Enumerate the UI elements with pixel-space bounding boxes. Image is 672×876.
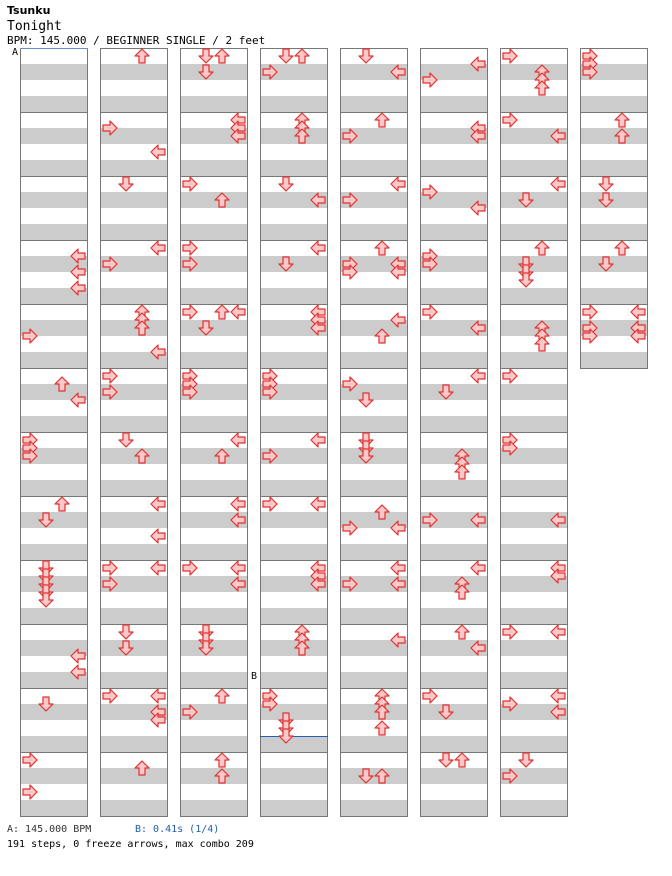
beat-stripe (500, 160, 568, 176)
down-arrow (279, 49, 293, 63)
beat-stripe (420, 672, 488, 688)
beat-stripe (100, 544, 168, 560)
up-arrow (615, 113, 629, 127)
beat-stripe (420, 800, 488, 816)
right-arrow (391, 561, 405, 575)
down-arrow (39, 593, 53, 607)
beat-stripe (180, 768, 248, 784)
bpm-b-legend: B: 0.41s (1/4) (135, 824, 220, 835)
beat-stripe (340, 288, 408, 304)
up-arrow (375, 241, 389, 255)
right-arrow (311, 433, 325, 447)
right-arrow (551, 177, 565, 191)
right-arrow (151, 145, 165, 159)
beat-stripe (340, 672, 408, 688)
down-arrow (199, 49, 213, 63)
beat-stripe (180, 64, 248, 80)
left-arrow (183, 241, 197, 255)
beat-stripe (500, 544, 568, 560)
up-arrow (215, 753, 229, 767)
beat-stripe (420, 416, 488, 432)
up-arrow (295, 49, 309, 63)
beat-stripe (100, 224, 168, 240)
beat-stripe (180, 672, 248, 688)
chart-stats: 191 steps, 0 freeze arrows, max combo 209 (7, 839, 254, 850)
beat-stripe (20, 512, 88, 528)
beat-stripe (100, 64, 168, 80)
beat-stripe (100, 640, 168, 656)
beat-stripe (500, 416, 568, 432)
beat-stripe (260, 768, 328, 784)
beat-stripe (340, 608, 408, 624)
beat-stripe (500, 192, 568, 208)
beat-stripe (100, 480, 168, 496)
beat-stripe (20, 128, 88, 144)
beat-stripe (420, 768, 488, 784)
down-arrow (279, 177, 293, 191)
beat-stripe (180, 608, 248, 624)
up-arrow (455, 753, 469, 767)
left-arrow (183, 305, 197, 319)
left-arrow (263, 497, 277, 511)
beat-stripe (260, 416, 328, 432)
beat-stripe (420, 352, 488, 368)
beat-stripe (420, 480, 488, 496)
beat-stripe (420, 704, 488, 720)
beat-stripe (260, 512, 328, 528)
up-arrow (615, 241, 629, 255)
right-arrow (391, 177, 405, 191)
beat-stripe (180, 192, 248, 208)
bpm-marker-b: B (251, 671, 258, 682)
up-arrow (375, 721, 389, 735)
right-arrow (151, 529, 165, 543)
right-arrow (551, 689, 565, 703)
beat-stripe (260, 288, 328, 304)
beat-stripe (100, 160, 168, 176)
beat-stripe (340, 544, 408, 560)
beat-stripe (20, 192, 88, 208)
up-arrow (455, 465, 469, 479)
beat-stripe (500, 288, 568, 304)
beat-stripe (20, 800, 88, 816)
beat-stripe (100, 768, 168, 784)
beat-stripe (260, 800, 328, 816)
beat-stripe (500, 352, 568, 368)
beat-stripe (420, 576, 488, 592)
beat-stripe (100, 96, 168, 112)
beat-stripe (580, 128, 648, 144)
up-arrow (215, 689, 229, 703)
right-arrow (231, 305, 245, 319)
beat-stripe (100, 512, 168, 528)
left-arrow (503, 113, 517, 127)
beat-stripe (180, 224, 248, 240)
beat-stripe (100, 608, 168, 624)
beat-stripe (260, 544, 328, 560)
left-arrow (503, 625, 517, 639)
beat-stripe (580, 160, 648, 176)
beat-stripe (20, 224, 88, 240)
beat-stripe (340, 352, 408, 368)
beat-stripe (500, 320, 568, 336)
right-arrow (231, 433, 245, 447)
beat-stripe (20, 96, 88, 112)
beat-stripe (100, 416, 168, 432)
beat-stripe (180, 736, 248, 752)
beat-stripe (340, 800, 408, 816)
beat-stripe (20, 736, 88, 752)
beat-stripe (420, 384, 488, 400)
beat-stripe (500, 480, 568, 496)
beat-stripe (20, 64, 88, 80)
beat-stripe (340, 416, 408, 432)
beat-stripe (20, 576, 88, 592)
beat-stripe (500, 64, 568, 80)
beat-stripe (340, 160, 408, 176)
beat-stripe (20, 352, 88, 368)
left-arrow (103, 561, 117, 575)
beat-stripe (260, 224, 328, 240)
down-arrow (439, 753, 453, 767)
up-arrow (535, 81, 549, 95)
beat-stripe (260, 352, 328, 368)
beat-stripe (100, 192, 168, 208)
down-arrow (119, 433, 133, 447)
beat-stripe (180, 448, 248, 464)
down-arrow (599, 177, 613, 191)
beat-stripe (260, 128, 328, 144)
beat-stripe (180, 160, 248, 176)
beat-stripe (340, 704, 408, 720)
beat-stripe (20, 480, 88, 496)
beat-stripe (100, 320, 168, 336)
beat-stripe (180, 416, 248, 432)
beat-stripe (20, 608, 88, 624)
beat-stripe (180, 640, 248, 656)
beat-stripe (500, 800, 568, 816)
up-arrow (215, 49, 229, 63)
beat-stripe (180, 480, 248, 496)
down-arrow (359, 49, 373, 63)
down-arrow (119, 625, 133, 639)
beat-stripe (420, 448, 488, 464)
beat-stripe (260, 608, 328, 624)
beat-stripe (260, 160, 328, 176)
beat-stripe (20, 768, 88, 784)
left-arrow (423, 305, 437, 319)
up-arrow (455, 625, 469, 639)
down-arrow (119, 177, 133, 191)
bpm-a-legend: A: 145.000 BPM (7, 824, 92, 835)
beat-stripe (20, 160, 88, 176)
beat-stripe (180, 96, 248, 112)
beat-stripe (580, 352, 648, 368)
left-arrow (23, 753, 37, 767)
right-arrow (231, 497, 245, 511)
beat-stripe (340, 768, 408, 784)
up-arrow (535, 241, 549, 255)
right-arrow (311, 497, 325, 511)
beat-stripe (100, 736, 168, 752)
beat-stripe (580, 192, 648, 208)
right-arrow (471, 561, 485, 575)
right-arrow (151, 241, 165, 255)
beat-stripe (100, 288, 168, 304)
beat-stripe (20, 704, 88, 720)
bpm-marker-a: A (12, 47, 19, 58)
beat-stripe (340, 224, 408, 240)
right-arrow (231, 561, 245, 575)
left-arrow (23, 785, 37, 799)
left-arrow (183, 561, 197, 575)
beat-stripe (500, 384, 568, 400)
left-arrow (423, 689, 437, 703)
up-arrow (535, 337, 549, 351)
right-arrow (311, 241, 325, 255)
beat-stripe (340, 736, 408, 752)
chart-info: BPM: 145.000 / BEGINNER SINGLE / 2 feet (7, 34, 266, 47)
beat-stripe (180, 352, 248, 368)
beat-stripe (20, 416, 88, 432)
right-arrow (631, 305, 645, 319)
down-arrow (519, 273, 533, 287)
artist-name: Tsunku (7, 4, 51, 17)
up-arrow (135, 49, 149, 63)
left-arrow (583, 305, 597, 319)
beat-stripe (420, 608, 488, 624)
beat-stripe (260, 672, 328, 688)
beat-stripe (500, 608, 568, 624)
beat-stripe (340, 96, 408, 112)
beat-stripe (580, 256, 648, 272)
beat-stripe (420, 96, 488, 112)
down-arrow (519, 753, 533, 767)
beat-stripe (500, 640, 568, 656)
beat-stripe (580, 96, 648, 112)
beat-stripe (180, 320, 248, 336)
beat-stripe (420, 544, 488, 560)
beat-stripe (420, 160, 488, 176)
up-arrow (215, 305, 229, 319)
song-title: Tonight (7, 19, 62, 34)
right-arrow (151, 497, 165, 511)
beat-stripe (580, 224, 648, 240)
beat-stripe (420, 736, 488, 752)
left-arrow (183, 177, 197, 191)
left-arrow (103, 369, 117, 383)
right-arrow (151, 689, 165, 703)
beat-stripe (100, 448, 168, 464)
beat-stripe (500, 736, 568, 752)
beat-stripe (340, 480, 408, 496)
right-arrow (151, 561, 165, 575)
beat-stripe (500, 96, 568, 112)
beat-stripe (420, 288, 488, 304)
beat-stripe (180, 288, 248, 304)
beat-stripe (260, 480, 328, 496)
beat-stripe (260, 640, 328, 656)
left-arrow (503, 49, 517, 63)
beat-stripe (260, 256, 328, 272)
beat-stripe (580, 288, 648, 304)
beat-stripe (420, 224, 488, 240)
beat-stripe (500, 672, 568, 688)
beat-stripe (100, 672, 168, 688)
beat-stripe (100, 800, 168, 816)
beat-stripe (340, 448, 408, 464)
beat-stripe (260, 736, 328, 752)
up-arrow (55, 497, 69, 511)
up-arrow (375, 113, 389, 127)
right-arrow (551, 625, 565, 639)
left-arrow (503, 369, 517, 383)
beat-stripe (500, 256, 568, 272)
beat-stripe (180, 800, 248, 816)
beat-stripe (180, 544, 248, 560)
beat-stripe (500, 224, 568, 240)
beat-stripe (20, 544, 88, 560)
left-arrow (103, 689, 117, 703)
beat-stripe (260, 96, 328, 112)
right-arrow (471, 369, 485, 383)
